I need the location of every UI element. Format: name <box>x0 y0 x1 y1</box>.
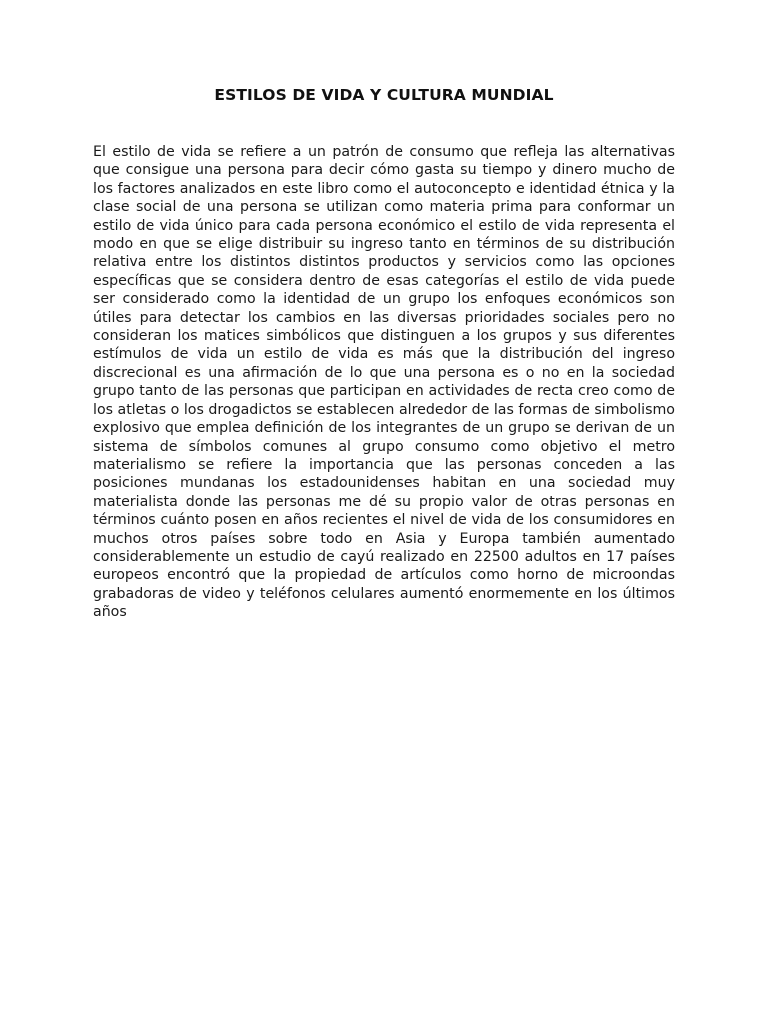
document-body-paragraph: El estilo de vida se refiere a un patrón de consumo que refleja las alternativas que consigue una persona para decir cómo gasta su tiempo y dinero mucho de los factores analizados en este libro como el autoconcepto e identidad étnica y la clase social de una persona se utilizan como materia prima para conformar un estilo de vida único para cada persona económico el estilo de vida representa el modo en que se elige distribuir su ingreso tanto en términos de su distribución relativa entre los distintos distintos productos y servicios como las opciones específicas que se considera dentro de esas categorías el estilo de vida puede ser considerado como la identidad de un grupo los enfoques económicos son útiles para detectar los cambios en las diversas prioridades sociales pero no consideran los matices simbólicos que distinguen a los grupos y sus diferentes estímulos de vida un estilo de vida es más que la distribución del ingreso discrecional es una afirmación de lo que una persona es o no en la sociedad grupo tanto de las personas que participan en actividades de recta creo como de los atletas o los drogadictos se establecen alrededor de las formas de simbolismo explosivo que emplea definición de los integrantes de un grupo se derivan de un sistema de símbolos comunes al grupo consumo como objetivo el metro materialismo se refiere la importancia que las personas conceden a las posiciones mundanas los estadounidenses habitan en una sociedad muy materialista donde las personas me dé su propio valor de otras personas en términos cuánto posen en años recientes el nivel de vida de los consumidores en muchos otros países sobre todo en Asia y Europa también aumentado considerablemente un estudio de cayú realizado en 22500 adultos en 17 países europeos encontró que la propiedad de artículos como horno de microondas grabadoras de video y teléfonos celulares aumentó enormemente en los últimos años <box>93 144 675 621</box>
document-title: ESTILOS DE VIDA Y CULTURA MUNDIAL <box>214 86 554 104</box>
